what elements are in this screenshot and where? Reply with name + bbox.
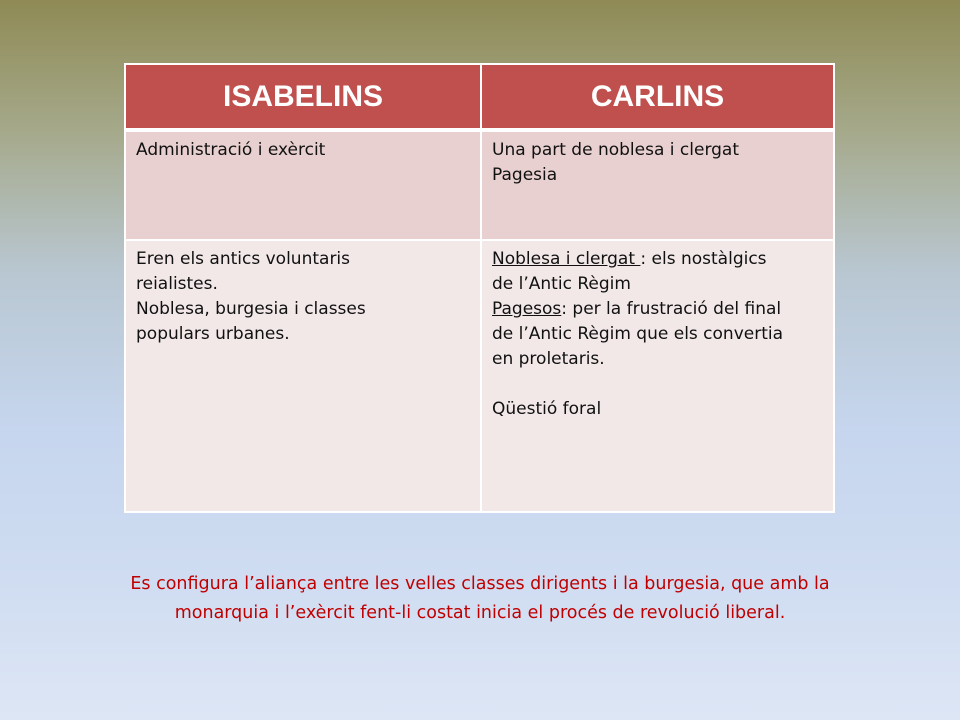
footer-note	[40, 570, 920, 628]
cell-text: Noblesa, burgesia i classes	[136, 299, 366, 319]
comparison-table	[124, 63, 835, 513]
cell-text: Qüestió foral	[492, 399, 602, 419]
pagesos-label: Pagesos	[492, 299, 562, 319]
footer-line: monarquia i l’exèrcit fent-li costat inicia el procés de revolució liberal.	[174, 603, 786, 623]
cell-text: : per la frustració del final	[561, 299, 782, 319]
pagesos-line	[492, 297, 823, 322]
cell-carlins-description	[481, 240, 834, 512]
cell-text: : els nostàlgics	[640, 249, 767, 269]
cell-text: Una part de noblesa i clergat	[492, 140, 740, 160]
table-header-row	[125, 64, 834, 130]
cell-text: en proletaris.	[492, 349, 605, 369]
cell-carlins-support	[481, 130, 834, 240]
cell-isabelins-description	[125, 240, 481, 512]
header-isabelins: ISABELINS	[125, 64, 481, 130]
footer-line: Es configura l’aliança entre les velles classes dirigents i la burgesia, que amb la	[130, 574, 830, 594]
header-carlins: CARLINS	[481, 64, 834, 130]
cell-text: de l’Antic Règim	[492, 274, 631, 294]
cell-text: Pagesia	[492, 165, 558, 185]
blank-line	[492, 372, 823, 397]
nobles-label: Noblesa i clergat	[492, 249, 641, 269]
cell-text: reialistes.	[136, 274, 218, 294]
nobles-line	[492, 247, 823, 272]
cell-text: populars urbanes.	[136, 324, 290, 344]
cell-text: Eren els antics voluntaris	[136, 249, 351, 269]
table-row	[125, 240, 834, 512]
cell-text: de l’Antic Règim que els convertia	[492, 324, 784, 344]
table-row	[125, 130, 834, 240]
cell-isabelins-support	[125, 130, 481, 240]
cell-text: Administració i exèrcit	[136, 140, 326, 160]
